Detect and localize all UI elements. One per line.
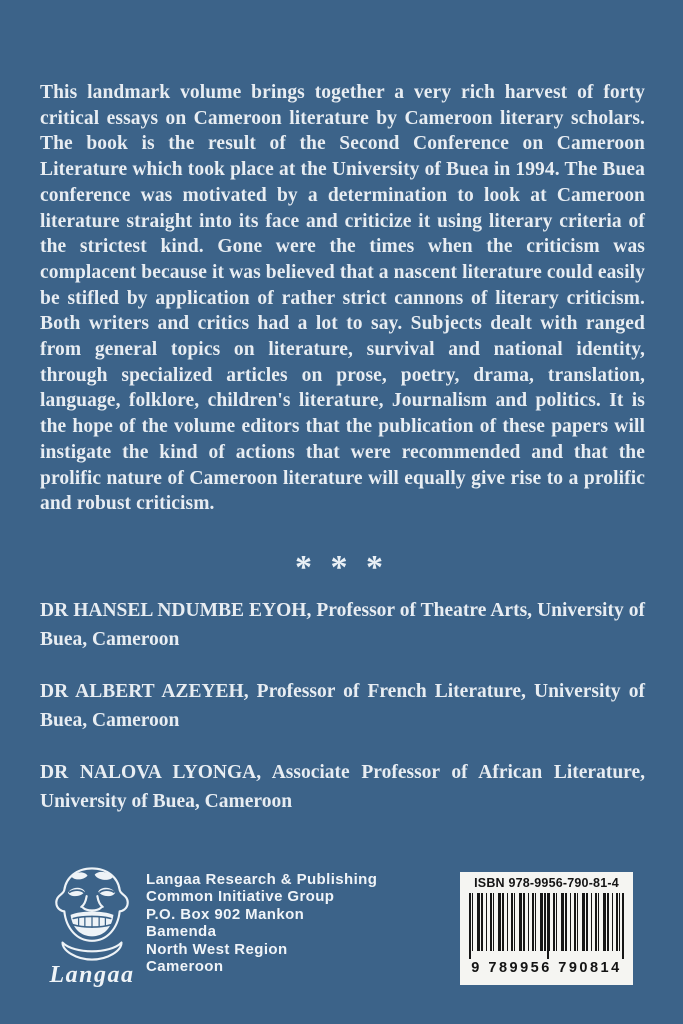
editor-entry-azeyeh: DR ALBERT AZEYEH, Professor of French Literature, University of Buea, Cameroon xyxy=(40,681,645,731)
publisher-address-line: Bamenda xyxy=(146,923,217,941)
isbn-barcode xyxy=(460,872,633,985)
barcode-bars xyxy=(467,893,626,959)
barcode-digits: 9 789956 790814 xyxy=(471,960,622,976)
editor-entry-eyoh: DR HANSEL NDUMBE EYOH, Professor of Theatre Arts, University of Buea, Cameroon xyxy=(40,600,645,650)
publisher-address xyxy=(146,871,377,975)
barcode-guard-bar xyxy=(622,893,624,959)
langaa-face-icon xyxy=(46,864,138,964)
asterisk-divider: * * * xyxy=(295,549,388,586)
publisher-address-line: Langaa Research & Publishing xyxy=(146,871,378,888)
publisher-address-line: Common Initiative Group xyxy=(146,888,335,906)
blurb-text: This landmark volume brings together a very rich harvest of forty critical essays on Cameroon literature by Cameroon literary scholars. The book is the result of the Second Conference on Cameroon Literature which took place at the University of Buea in 1994. The Buea conference was motivated by a determination to look at Cameroon literature straight into its face and criticize it using literary criteria of the strictest kind. Gone were the times when the criticism was complacent because it was believed that a nascent literature could easily be stifled by application of rather strict cannons of literary criticism. Both writers and critics had a lot to say. Subjects dealt with ranged from general topics on literature, survival and national identity, through specialized articles on prose, poetry, drama, translation, language, folklore, children's literature, Journalism and politics. It is the hope of the volume editors that the publication of these papers will instigate the kind of actions that were recommended and that the prolific nature of Cameroon literature will equally give rise to a prolific and robust criticism. xyxy=(40,82,645,515)
barcode-guard-bar xyxy=(469,893,471,959)
publisher-address-line: P.O. Box 902 Mankon xyxy=(146,905,305,923)
isbn-label: ISBN 978-9956-790-81-4 xyxy=(474,876,619,890)
publisher-address-line: Cameroon xyxy=(146,958,224,976)
langaa-logo xyxy=(44,864,140,989)
publisher-address-line: North West Region xyxy=(146,940,288,958)
publisher-footer xyxy=(0,862,683,1024)
editors-list xyxy=(40,596,645,839)
editor-entry-lyonga: DR NALOVA LYONGA, Associate Professor of African Literature, University of Buea, Cameroon xyxy=(40,762,645,812)
langaa-logo-text: Langaa xyxy=(49,962,135,988)
barcode-guard-bar xyxy=(547,893,549,959)
